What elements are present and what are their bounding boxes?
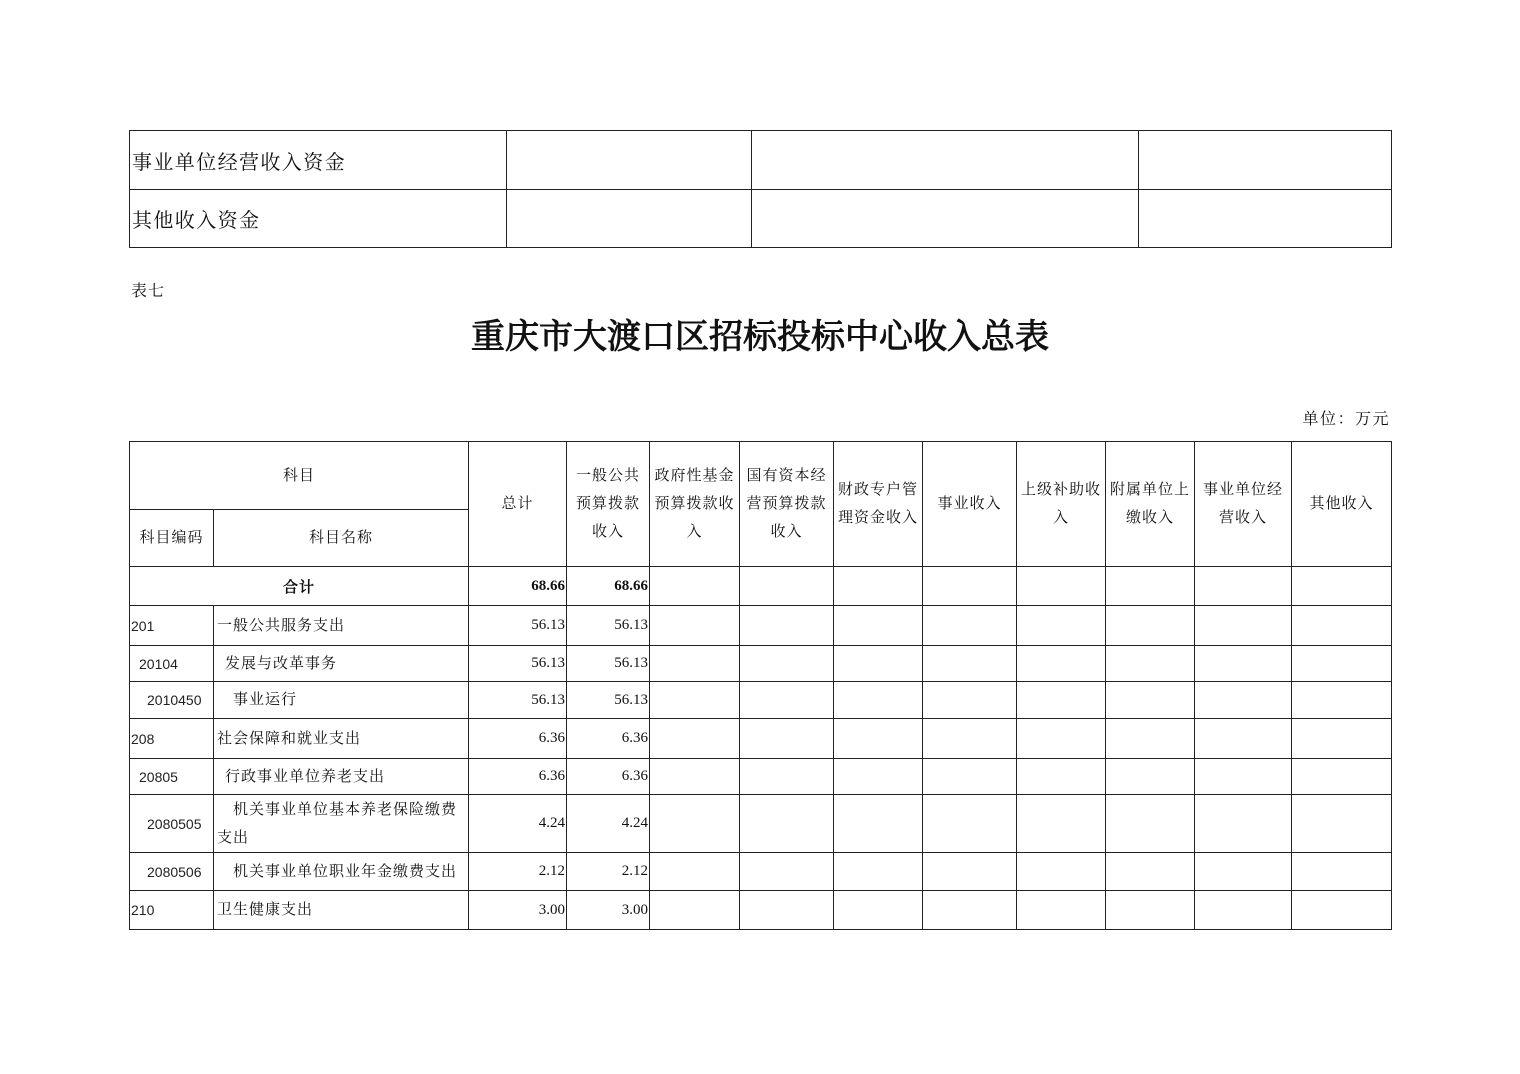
empty-cell: [834, 795, 923, 853]
total-value: 3.00: [469, 891, 567, 930]
total-row: [130, 567, 1392, 606]
income-summary-table: [129, 441, 1392, 930]
empty-cell: [1195, 759, 1292, 795]
table-row: [130, 606, 1392, 646]
continued-income-table: [129, 130, 1392, 248]
subject-name: 社会保障和就业支出: [214, 719, 469, 759]
header-fiscal-special-account-label: 财政专户管理资金收入: [838, 481, 919, 526]
empty-cell: [740, 853, 834, 891]
header-state-capital-budget: [740, 442, 834, 567]
empty-cell: [923, 606, 1017, 646]
empty-cell: [507, 190, 752, 248]
empty-cell: [1106, 719, 1195, 759]
general-public-budget-value: 2.12: [567, 853, 650, 891]
general-public-budget-value: 6.36: [567, 719, 650, 759]
table-row: [130, 719, 1392, 759]
empty-cell: [923, 646, 1017, 682]
empty-cell: [834, 646, 923, 682]
subject-code: 20805: [130, 759, 214, 795]
header-business-operating-income-label: 事业单位经营收入: [1203, 481, 1284, 526]
total-value: 6.36: [469, 719, 567, 759]
empty-cell: [1106, 682, 1195, 719]
empty-cell: [1292, 682, 1392, 719]
empty-cell: [507, 131, 752, 190]
header-other-income-label: 其他收入: [1309, 495, 1374, 512]
empty-cell: [1106, 606, 1195, 646]
empty-cell: [923, 719, 1017, 759]
empty-cell: [740, 759, 834, 795]
empty-cell: [1106, 567, 1195, 606]
header-subordinate-remittance: [1106, 442, 1195, 567]
empty-cell: [1195, 795, 1292, 853]
empty-cell: [1195, 719, 1292, 759]
empty-cell: [1017, 606, 1106, 646]
header-superior-subsidy-label: 上级补助收入: [1021, 481, 1102, 526]
empty-cell: [834, 682, 923, 719]
subject-code: 2080506: [130, 853, 214, 891]
empty-cell: [1017, 646, 1106, 682]
header-business-income-label: 事业收入: [937, 495, 1002, 512]
empty-cell: [834, 891, 923, 930]
empty-cell: [1292, 891, 1392, 930]
table-row: [130, 131, 1392, 190]
empty-cell: [923, 682, 1017, 719]
subject-code: 210: [130, 891, 214, 930]
empty-cell: [1195, 853, 1292, 891]
empty-cell: [650, 567, 740, 606]
row-label: 其他收入资金: [130, 190, 507, 248]
header-row: [130, 442, 1392, 510]
empty-cell: [650, 646, 740, 682]
empty-cell: [650, 682, 740, 719]
total-value: 68.66: [469, 567, 567, 606]
subject-name: 发展与改革事务: [214, 646, 469, 682]
table-row: [130, 646, 1392, 682]
empty-cell: [1292, 759, 1392, 795]
empty-cell: [740, 719, 834, 759]
empty-cell: [1106, 795, 1195, 853]
empty-cell: [1106, 759, 1195, 795]
total-value: 56.13: [469, 682, 567, 719]
subject-name: 机关事业单位基本养老保险缴费支出: [214, 795, 469, 853]
header-subject-code: [130, 510, 214, 567]
empty-cell: [740, 682, 834, 719]
empty-cell: [1017, 719, 1106, 759]
empty-cell: [1195, 567, 1292, 606]
empty-cell: [923, 759, 1017, 795]
table-row: [130, 759, 1392, 795]
empty-cell: [923, 795, 1017, 853]
empty-cell: [650, 853, 740, 891]
empty-cell: [1292, 567, 1392, 606]
empty-cell: [1292, 646, 1392, 682]
subject-code: 20104: [130, 646, 214, 682]
empty-cell: [834, 606, 923, 646]
empty-cell: [1017, 795, 1106, 853]
header-subject-name-label: 科目名称: [309, 529, 374, 546]
header-general-public-budget-label: 一般公共预算拨款收入: [576, 467, 641, 540]
total-value: 56.13: [469, 606, 567, 646]
unit-label: 单位：万元: [1302, 411, 1390, 428]
header-total-label: 总计: [501, 495, 534, 512]
empty-cell: [1139, 190, 1392, 248]
empty-cell: [740, 646, 834, 682]
total-value: 6.36: [469, 759, 567, 795]
empty-cell: [1195, 646, 1292, 682]
subject-name: 机关事业单位职业年金缴费支出: [214, 853, 469, 891]
header-other-income: [1292, 442, 1392, 567]
empty-cell: [650, 606, 740, 646]
header-state-capital-budget-label: 国有资本经营预算拨款收入: [746, 467, 827, 540]
empty-cell: [740, 606, 834, 646]
table-row: [130, 190, 1392, 248]
general-public-budget-value: 56.13: [567, 646, 650, 682]
table-row: [130, 795, 1392, 853]
subject-name: 行政事业单位养老支出: [214, 759, 469, 795]
empty-cell: [1292, 795, 1392, 853]
header-business-income: [923, 442, 1017, 567]
empty-cell: [923, 891, 1017, 930]
subject-code: 2010450: [130, 682, 214, 719]
header-subordinate-remittance-label: 附属单位上缴收入: [1110, 481, 1191, 526]
subject-name: 一般公共服务支出: [214, 606, 469, 646]
subject-name: 事业运行: [214, 682, 469, 719]
header-business-operating-income: [1195, 442, 1292, 567]
empty-cell: [1106, 891, 1195, 930]
empty-cell: [1195, 606, 1292, 646]
empty-cell: [834, 567, 923, 606]
empty-cell: [650, 795, 740, 853]
empty-cell: [923, 567, 1017, 606]
table-row: [130, 853, 1392, 891]
subject-code: 201: [130, 606, 214, 646]
header-subject-name: [214, 510, 469, 567]
table-row: [130, 891, 1392, 930]
empty-cell: [1292, 719, 1392, 759]
header-subject-label: 科目: [283, 466, 316, 484]
header-fiscal-special-account: [834, 442, 923, 567]
empty-cell: [834, 759, 923, 795]
subject-name: 卫生健康支出: [214, 891, 469, 930]
empty-cell: [1017, 567, 1106, 606]
page-title: 重庆市大渡口区招标投标中心收入总表: [471, 317, 1049, 357]
header-subject: [130, 442, 469, 510]
table-row: [130, 682, 1392, 719]
empty-cell: [923, 853, 1017, 891]
row-label: 事业单位经营收入资金: [130, 131, 507, 190]
empty-cell: [1017, 853, 1106, 891]
empty-cell: [1017, 891, 1106, 930]
header-general-public-budget: [567, 442, 650, 567]
empty-cell: [834, 719, 923, 759]
general-public-budget-value: 68.66: [567, 567, 650, 606]
empty-cell: [1017, 759, 1106, 795]
general-public-budget-value: 56.13: [567, 606, 650, 646]
empty-cell: [1195, 682, 1292, 719]
subject-code: 2080505: [130, 795, 214, 853]
general-public-budget-value: 56.13: [567, 682, 650, 719]
general-public-budget-value: 6.36: [567, 759, 650, 795]
header-total: [469, 442, 567, 567]
empty-cell: [1017, 682, 1106, 719]
general-public-budget-value: 4.24: [567, 795, 650, 853]
general-public-budget-value: 3.00: [567, 891, 650, 930]
empty-cell: [650, 719, 740, 759]
empty-cell: [740, 567, 834, 606]
empty-cell: [1139, 131, 1392, 190]
table-number: 表七: [131, 283, 166, 300]
empty-cell: [752, 190, 1139, 248]
empty-cell: [834, 853, 923, 891]
total-value: 2.12: [469, 853, 567, 891]
empty-cell: [1292, 853, 1392, 891]
header-government-fund-budget-label: 政府性基金预算拨款收入: [654, 467, 735, 540]
subject-code: 208: [130, 719, 214, 759]
empty-cell: [740, 795, 834, 853]
header-government-fund-budget: [650, 442, 740, 567]
empty-cell: [650, 891, 740, 930]
total-value: 4.24: [469, 795, 567, 853]
empty-cell: [740, 891, 834, 930]
total-label: 合计: [130, 567, 469, 606]
header-subject-code-label: 科目编码: [139, 529, 204, 546]
empty-cell: [752, 131, 1139, 190]
empty-cell: [650, 759, 740, 795]
empty-cell: [1195, 891, 1292, 930]
total-value: 56.13: [469, 646, 567, 682]
empty-cell: [1106, 646, 1195, 682]
empty-cell: [1292, 606, 1392, 646]
empty-cell: [1106, 853, 1195, 891]
header-superior-subsidy: [1017, 442, 1106, 567]
